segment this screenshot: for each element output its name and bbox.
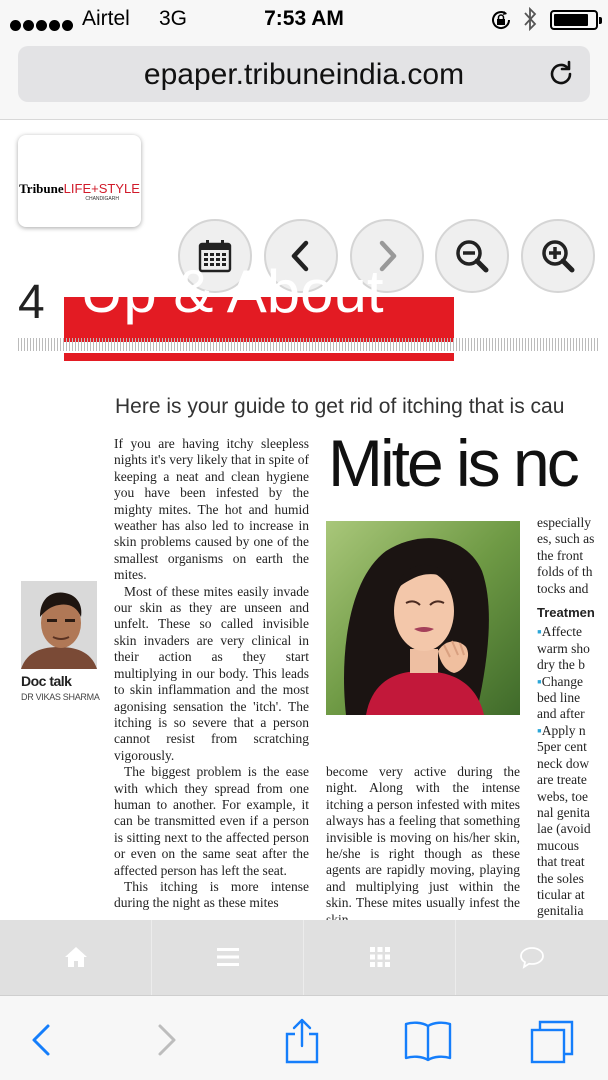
battery-icon: [550, 10, 598, 30]
site-footer-nav: [0, 920, 608, 995]
share-icon[interactable]: [276, 1016, 328, 1064]
column-line: [537, 871, 608, 887]
column-line-text: the soles: [537, 870, 584, 886]
column-line-text: Affecte: [541, 624, 583, 640]
browser-toolbar: [0, 995, 608, 1080]
column-line-text: Apply n: [541, 722, 586, 738]
logo-edition: CHANDIGARH: [85, 196, 119, 202]
clock: 7:53 AM: [264, 7, 344, 30]
rotation-lock-icon: [490, 9, 512, 31]
article-photo: [326, 521, 520, 715]
column-line-text: 5per cent: [537, 739, 587, 755]
zoom-in-icon: [540, 238, 576, 274]
column-line: [537, 657, 608, 673]
column-line-text: genitalia: [537, 903, 584, 919]
logo-section: LIFE+STYLE: [63, 181, 140, 196]
article-headline: Mite is nc: [328, 426, 577, 500]
column-line: the front: [537, 547, 584, 563]
column-line: [537, 838, 608, 854]
author-name: DR VIKAS SHARMA: [21, 692, 100, 702]
battery-fill: [554, 14, 588, 26]
tabs-icon[interactable]: [528, 1016, 580, 1064]
column-line-text: are treate: [537, 772, 587, 788]
article-column-2: [326, 764, 520, 928]
column-line: [537, 624, 608, 640]
column-line: folds of th: [537, 564, 593, 580]
article-column-1: [114, 436, 309, 912]
grid-icon: [367, 945, 393, 969]
newspaper-page[interactable]: [0, 258, 608, 920]
column-line: [537, 772, 608, 788]
bullet-icon: ▪: [537, 673, 542, 689]
comment-icon: [519, 945, 545, 969]
menu-icon: [215, 945, 241, 969]
column-line-text: neck dow: [537, 755, 590, 771]
forward-icon[interactable]: [140, 1016, 192, 1064]
status-bar: [0, 0, 608, 40]
bullet-icon: ▪: [537, 722, 542, 738]
column-line-text: lae (avoid: [537, 821, 591, 837]
column-line: [537, 756, 608, 772]
column-line-text: nal genita: [537, 804, 590, 820]
network-type: 3G: [159, 7, 188, 30]
page-number: 4: [18, 276, 45, 329]
column-line: [537, 821, 608, 837]
zoom-out-button[interactable]: [435, 219, 509, 293]
section-banner-text: Up & About: [80, 258, 384, 325]
author-photo: [21, 581, 97, 669]
column-line: [537, 805, 608, 821]
column-line-text: ticular at: [537, 886, 585, 902]
column-line: [537, 723, 608, 739]
grid-button[interactable]: [304, 920, 456, 995]
carrier-name: Airtel: [82, 7, 130, 30]
column-line: [537, 854, 608, 870]
paragraph: This itching is more intense during the night as these mites: [114, 878, 309, 911]
paragraph: become very active during the night. Along with the intense itching a person infested with mites always has a feeling that something invisible is moving on his/her skin, he/she is right though as these agents are rapidly moving, playing and multiplying just within the skin. These mites usually infest the: [326, 764, 520, 911]
home-button[interactable]: [0, 920, 152, 995]
column-line: especially: [537, 515, 591, 530]
column-line: [537, 706, 608, 722]
column-line: [537, 903, 608, 919]
column-label: Doc talk: [21, 673, 72, 689]
logo-text: [18, 181, 141, 197]
article-subtitle: Here is your guide to get rid of itching that is cau: [115, 395, 565, 418]
home-icon: [63, 945, 89, 969]
column-line-text: Change: [541, 673, 584, 689]
paragraph: If you are having itchy sleepless nights it's very likely that in spite of keeping a neat and clean hygiene you have been infested by the mighty mites. The hot and humid weather has also led to increase in skin problems caused by one of the smallest organisms on earth the mites.: [114, 436, 309, 583]
column-line: [537, 674, 608, 690]
red-divider: [64, 353, 454, 361]
bullet-icon: ▪: [537, 624, 542, 640]
logo-brand: Tribune: [19, 181, 64, 196]
column-line-text: and after: [537, 706, 585, 722]
column-line: tocks and: [537, 580, 589, 596]
column-line-text: warm sho: [537, 640, 590, 656]
browser-address-area: [0, 40, 608, 120]
column-line: [537, 641, 608, 657]
address-bar[interactable]: [18, 46, 590, 102]
column-line-text: mucous: [537, 837, 579, 853]
zoom-out-icon: [454, 238, 490, 274]
column-line: es, such as: [537, 531, 595, 547]
bluetooth-icon: [522, 6, 538, 32]
column-line: [537, 690, 608, 706]
column-line-text: webs, toe: [537, 788, 588, 804]
comment-button[interactable]: [456, 920, 608, 995]
column-line: [537, 739, 608, 755]
bookmarks-icon[interactable]: [402, 1016, 454, 1064]
article-column-3: [537, 515, 608, 920]
column-line: [537, 789, 608, 805]
section-banner: [64, 258, 454, 342]
column-line: [537, 887, 608, 903]
tribune-logo[interactable]: [18, 135, 141, 227]
column-line-text: bed line: [537, 690, 581, 706]
paragraph: Most of these mites easily invade our skin as they are unseen and unfelt. These so called invisible skin invaders are very clinical in their action as they start multiplying in our body. This leads to skin inflammation and the most agonising sensation the 'itch'. The itching is so severe that a person cannot resist from scratching vigorously.: [114, 583, 309, 763]
section-heading: Treatmen: [537, 605, 595, 621]
paragraph: The biggest problem is the ease with which they spread from one human to another. For example, it can be transmitted even if a person is sitting next to the affected person or even on the same seat after the affected person has left the seat.: [114, 764, 309, 878]
menu-button[interactable]: [152, 920, 304, 995]
url-text[interactable]: epaper.tribuneindia.com: [143, 58, 465, 91]
column-line-text: dry the b: [537, 657, 585, 673]
back-icon[interactable]: [16, 1016, 68, 1064]
reload-icon[interactable]: [546, 59, 576, 89]
ruler-divider: [18, 338, 598, 351]
column-line-text: that treat: [537, 854, 585, 870]
zoom-in-button[interactable]: [521, 219, 595, 293]
